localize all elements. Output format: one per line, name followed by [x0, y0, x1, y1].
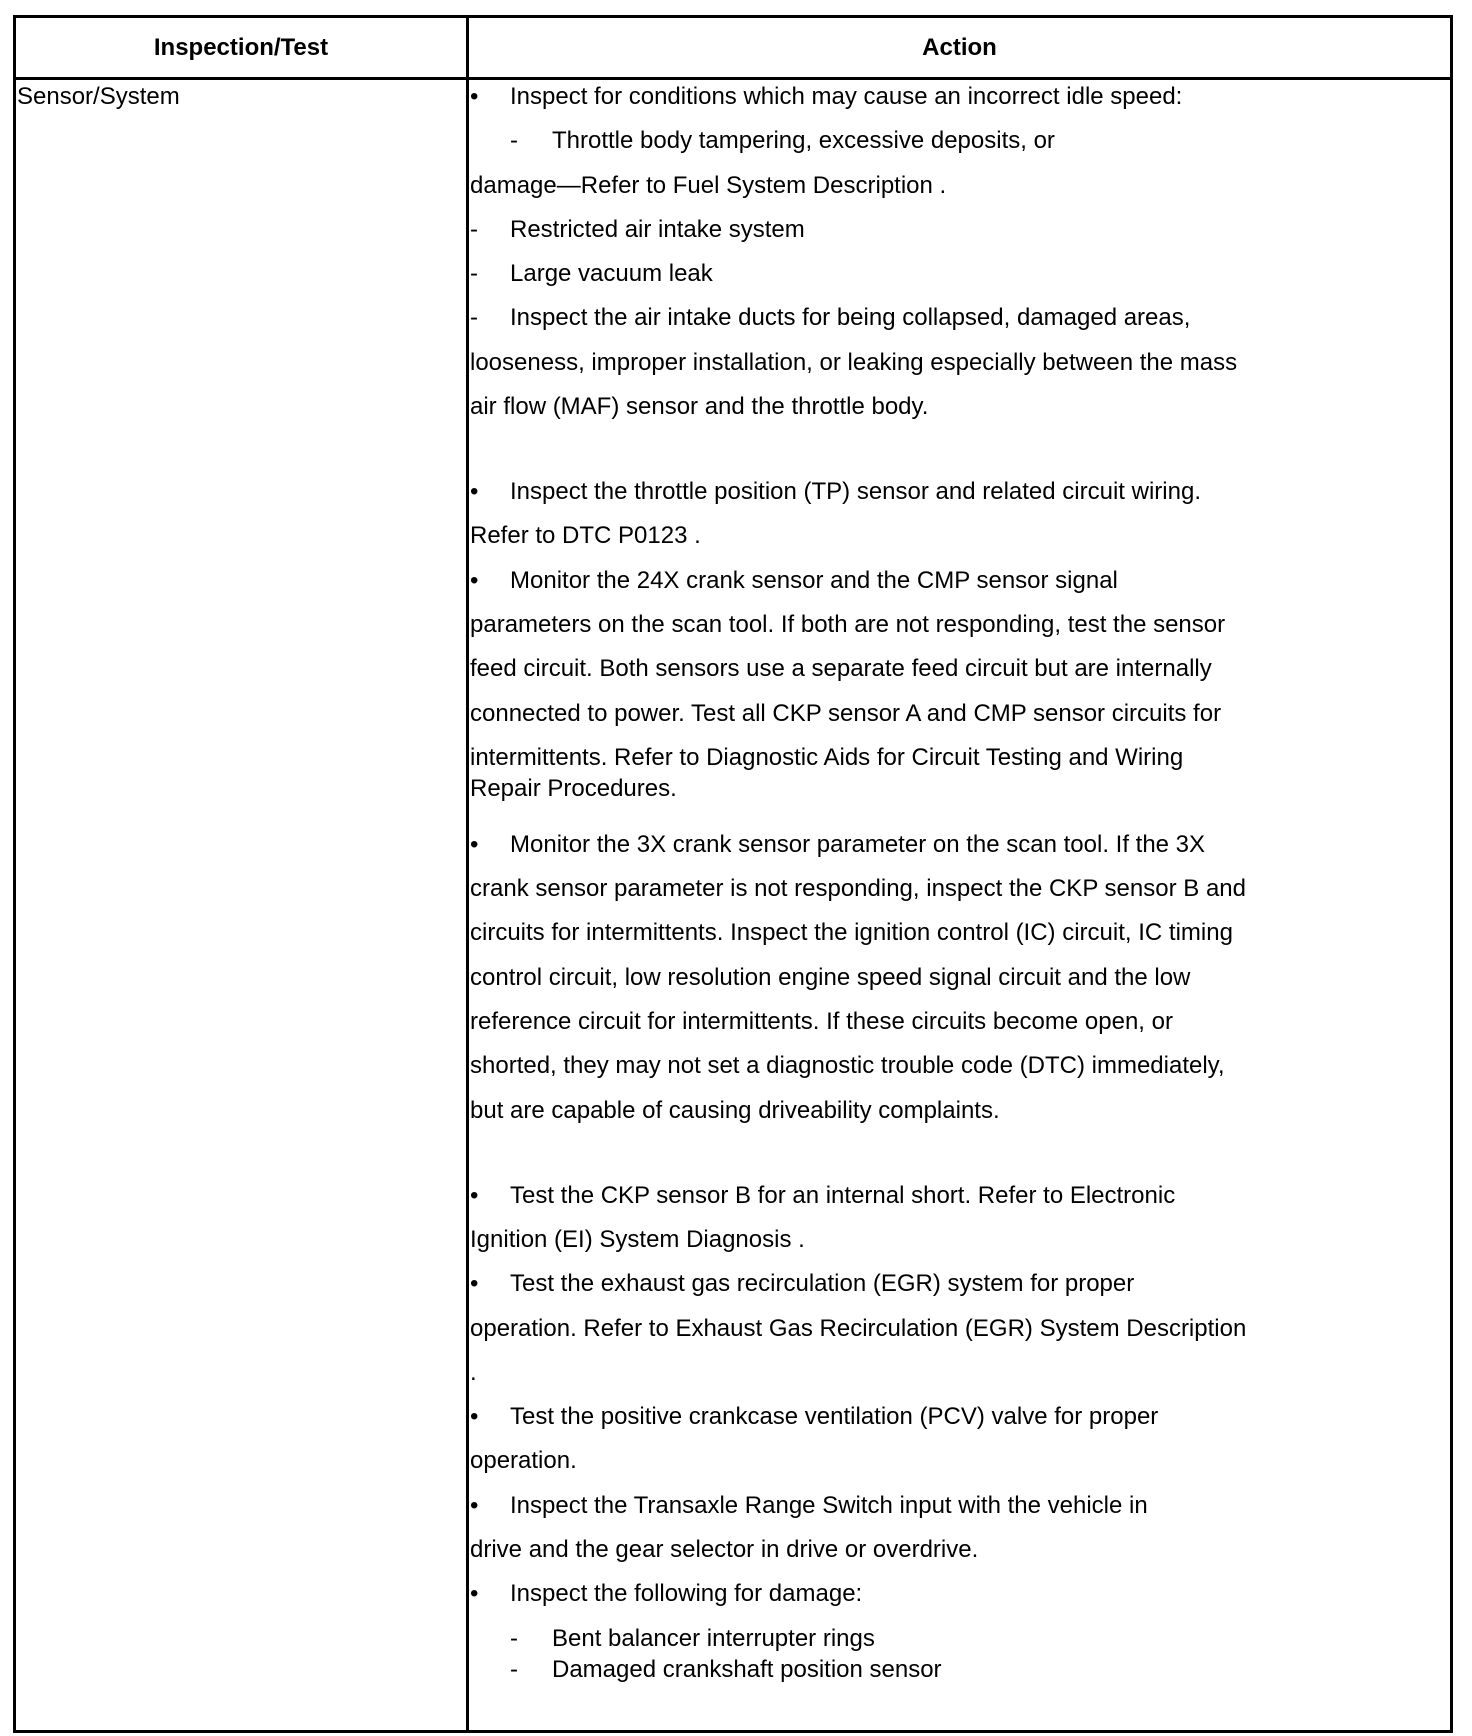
action-line: • Monitor the 3X crank sensor parameter on the scan tool. If the 3X	[470, 830, 1206, 858]
action-line: - Throttle body tampering, excessive deposits, or	[510, 127, 1055, 155]
action-line: • Inspect the following for damage:	[470, 1580, 863, 1608]
inspection-cell: Sensor/System	[17, 83, 180, 110]
action-line: drive and the gear selector in drive or overdrive.	[470, 1536, 979, 1564]
action-line: .	[470, 1358, 477, 1386]
action-line: air flow (MAF) sensor and the throttle body.	[470, 393, 929, 421]
action-line: Ignition (EI) System Diagnosis .	[470, 1225, 805, 1253]
action-line: • Monitor the 24X crank sensor and the CMP sensor signal	[470, 566, 1118, 594]
action-line: • Inspect the Transaxle Range Switch input with the vehicle in	[470, 1491, 1148, 1519]
action-line: intermittents. Refer to Diagnostic Aids for Circuit Testing and Wiring	[470, 743, 1184, 771]
action-line: Repair Procedures.	[470, 774, 677, 802]
action-line: damage—Refer to Fuel System Description .	[470, 171, 947, 199]
action-line: circuits for intermittents. Inspect the ignition control (IC) circuit, IC timing	[470, 919, 1233, 947]
action-line: - Large vacuum leak	[470, 260, 713, 288]
action-line: but are capable of causing driveability complaints.	[470, 1096, 1000, 1124]
action-line: - Damaged crankshaft position sensor	[510, 1655, 942, 1683]
action-cell	[470, 82, 1395, 1686]
action-line: control circuit, low resolution engine speed signal circuit and the low	[470, 963, 1191, 991]
action-line: - Inspect the air intake ducts for being collapsed, damaged areas,	[470, 304, 1191, 332]
action-line: • Test the positive crankcase ventilation (PCV) valve for proper	[470, 1403, 1159, 1431]
action-line: looseness, improper installation, or leaking especially between the mass	[470, 348, 1238, 376]
action-line: - Bent balancer interrupter rings	[510, 1624, 875, 1652]
action-line: reference circuit for intermittents. If these circuits become open, or	[470, 1008, 1173, 1036]
action-line: crank sensor parameter is not responding, inspect the CKP sensor B and	[470, 875, 1246, 903]
action-line: • Inspect for conditions which may cause an incorrect idle speed:	[470, 83, 1183, 110]
action-line: • Inspect the throttle position (TP) sensor and related circuit wiring.	[470, 478, 1201, 506]
action-line: operation.	[470, 1447, 577, 1475]
action-line: shorted, they may not set a diagnostic trouble code (DTC) immediately,	[470, 1052, 1225, 1080]
action-line: parameters on the scan tool. If both are not responding, test the sensor	[470, 610, 1226, 638]
header-action: Action	[922, 34, 997, 61]
action-line: Refer to DTC P0123 .	[470, 522, 701, 550]
action-line: • Test the exhaust gas recirculation (EGR) system for proper	[470, 1270, 1135, 1298]
action-line: operation. Refer to Exhaust Gas Recirculation (EGR) System Description	[470, 1314, 1247, 1342]
action-line: • Test the CKP sensor B for an internal short. Refer to Electronic	[470, 1181, 1176, 1209]
action-line: feed circuit. Both sensors use a separate feed circuit but are internally	[470, 655, 1212, 683]
action-line: connected to power. Test all CKP sensor A and CMP sensor circuits for	[470, 699, 1222, 727]
header-inspection-test: Inspection/Test	[153, 34, 329, 61]
action-line: - Restricted air intake system	[470, 215, 805, 243]
table-header-row	[16, 18, 1450, 80]
column-divider	[466, 18, 469, 1730]
